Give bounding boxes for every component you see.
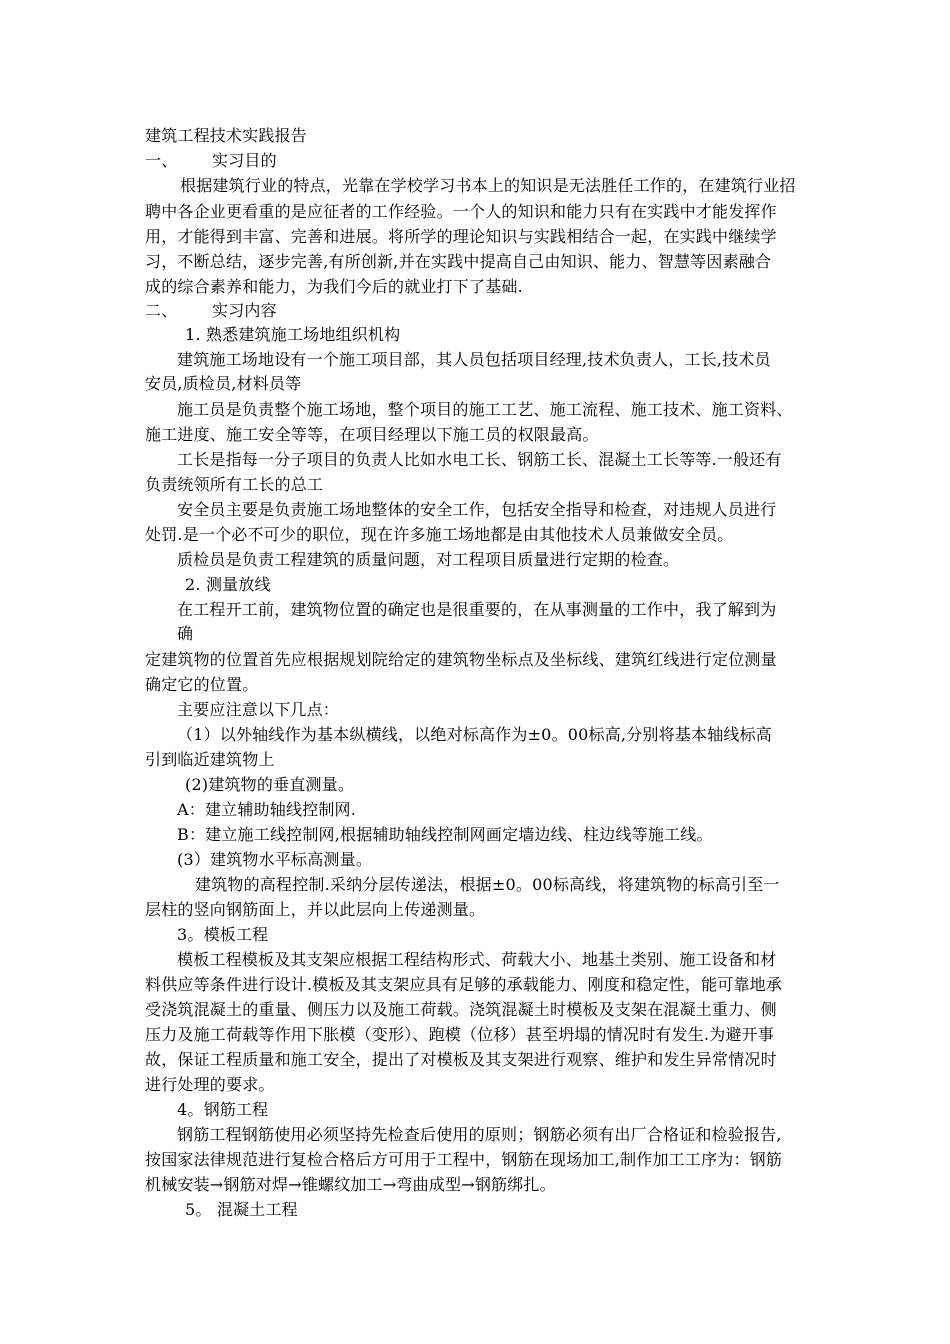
- paragraph-line: 工长是指每一分子项目的负责人比如水电工长、钢筋工长、混凝土工长等等.一般还有: [177, 450, 782, 469]
- subsection-heading: 2. 测量放线: [185, 575, 271, 594]
- paragraph-line: 施工进度、施工安全等等，在项目经理以下施工员的权限最高。: [145, 425, 599, 444]
- subsection-heading: 5。 混凝土工程: [185, 1200, 298, 1219]
- paragraph-line: 聘中各企业更看重的是应征者的工作经验。一个人的知识和能力只有在实践中才能发挥作: [145, 202, 777, 221]
- paragraph-line: 料供应等条件进行设计.模板及其支架应具有足够的承载能力、刚度和稳定性，能可靠地承: [145, 975, 783, 994]
- paragraph-line: (2)建筑物的垂直测量。: [185, 775, 355, 794]
- paragraph-line: 层柱的竖向钢筋面上，并以此层向上传递测量。: [145, 900, 486, 919]
- paragraph-line: 受浇筑混凝土的重量、侧压力以及施工荷载。浇筑混凝土时模板及支架在混凝土重力、侧: [145, 1000, 777, 1019]
- paragraph-line: 施工员是负责整个施工场地，整个项目的施工工艺、施工流程、施工技术、施工资料、: [177, 400, 793, 419]
- paragraph-line: 建筑施工场地设有一个施工项目部，其人员包括项目经理,技术负责人，工长,技术员: [177, 350, 771, 369]
- section-1-heading: 实习目的: [212, 151, 277, 170]
- section-2-heading: 实习内容: [212, 301, 277, 320]
- paragraph-line: 用，才能得到丰富、完善和进展。将所学的理论知识与实践相结合一起，在实践中继续学: [145, 227, 777, 246]
- paragraph-line: B：建立施工线控制网,根据辅助轴线控制网画定墙边线、柱边线等施工线。: [177, 825, 713, 844]
- paragraph-line: （1）以外轴线作为基本纵横线，以绝对标高作为±0。00标高,分别将基本轴线标高: [177, 725, 773, 744]
- document-title: 建筑工程技术实践报告: [145, 126, 308, 145]
- paragraph-line: (3）建筑物水平标高测量。: [177, 850, 373, 869]
- paragraph-line: 机械安装→钢筋对焊→锥螺纹加工→弯曲成型→钢筋绑扎。: [145, 1175, 556, 1194]
- section-2-number: 二、: [145, 301, 178, 320]
- paragraph-line: 钢筋工程钢筋使用必须坚持先检查后使用的原则；钢筋必须有出厂合格证和检验报告,: [177, 1125, 782, 1144]
- paragraph-line: 安全员主要是负责施工场地整体的安全工作，包括安全指导和检查，对违规人员进行: [177, 500, 777, 519]
- paragraph-line: 定建筑物的位置首先应根据规划院给定的建筑物坐标点及坐标线、建筑红线进行定位测量: [145, 650, 777, 669]
- paragraph-line: 成的综合素养和能力，为我们今后的就业打下了基础.: [145, 277, 523, 296]
- paragraph-line: 确定它的位置。: [145, 675, 259, 694]
- paragraph-line: 进行处理的要求。: [145, 1075, 275, 1094]
- paragraph-line: 压力及施工荷载等作用下胀模（变形）、跑模（位移）甚至坍塌的情况时有发生.为避开事: [145, 1025, 775, 1044]
- paragraph-line: 模板工程模板及其支架应根据工程结构形式、荷载大小、地基土类别、施工设备和材: [177, 950, 777, 969]
- paragraph-line: 安员,质检员,材料员等: [145, 374, 302, 393]
- subsection-heading: 3。模板工程: [177, 925, 269, 944]
- paragraph-line: 质检员是负责工程建筑的质量问题，对工程项目质量进行定期的检查。: [177, 550, 680, 569]
- paragraph-line: 在工程开工前，建筑物位置的确定也是很重要的，在从事测量的工作中，我了解到为: [177, 600, 777, 619]
- paragraph-line: 习，不断总结，逐步完善,有所创新,并在实践中提高自己由知识、能力、智慧等因素融合: [145, 252, 772, 271]
- paragraph-line: 故，保证工程质量和施工安全，提出了对模板及其支架进行观察、维护和发生异常情况时: [145, 1050, 777, 1069]
- paragraph-line: 处罚.是一个必不可少的职位，现在许多施工场地都是由其他技术人员兼做安全员。: [145, 525, 734, 544]
- paragraph-line: 负责统领所有工长的总工: [145, 475, 324, 494]
- paragraph-line: 主要应注意以下几点：: [177, 700, 340, 719]
- paragraph-line: 根据建筑行业的特点，光靠在学校学习书本上的知识是无法胜任工作的，在建筑行业招: [180, 176, 796, 195]
- paragraph-line: 建筑物的高程控制.采纳分层传递法，根据±0。00标高线，将建筑物的标高引至一: [195, 875, 780, 894]
- section-1-number: 一、: [145, 151, 178, 170]
- paragraph-line: 确: [177, 624, 194, 643]
- paragraph-line: 引到临近建筑物上: [145, 750, 275, 769]
- paragraph-line: 按国家法律规范进行复检合格后方可用于工程中，钢筋在现场加工,制作加工工序为：钢筋: [145, 1150, 783, 1169]
- subsection-heading: 1. 熟悉建筑施工场地组织机构: [185, 325, 401, 344]
- paragraph-line: A：建立辅助轴线控制网.: [177, 800, 357, 819]
- subsection-heading: 4。钢筋工程: [177, 1100, 269, 1119]
